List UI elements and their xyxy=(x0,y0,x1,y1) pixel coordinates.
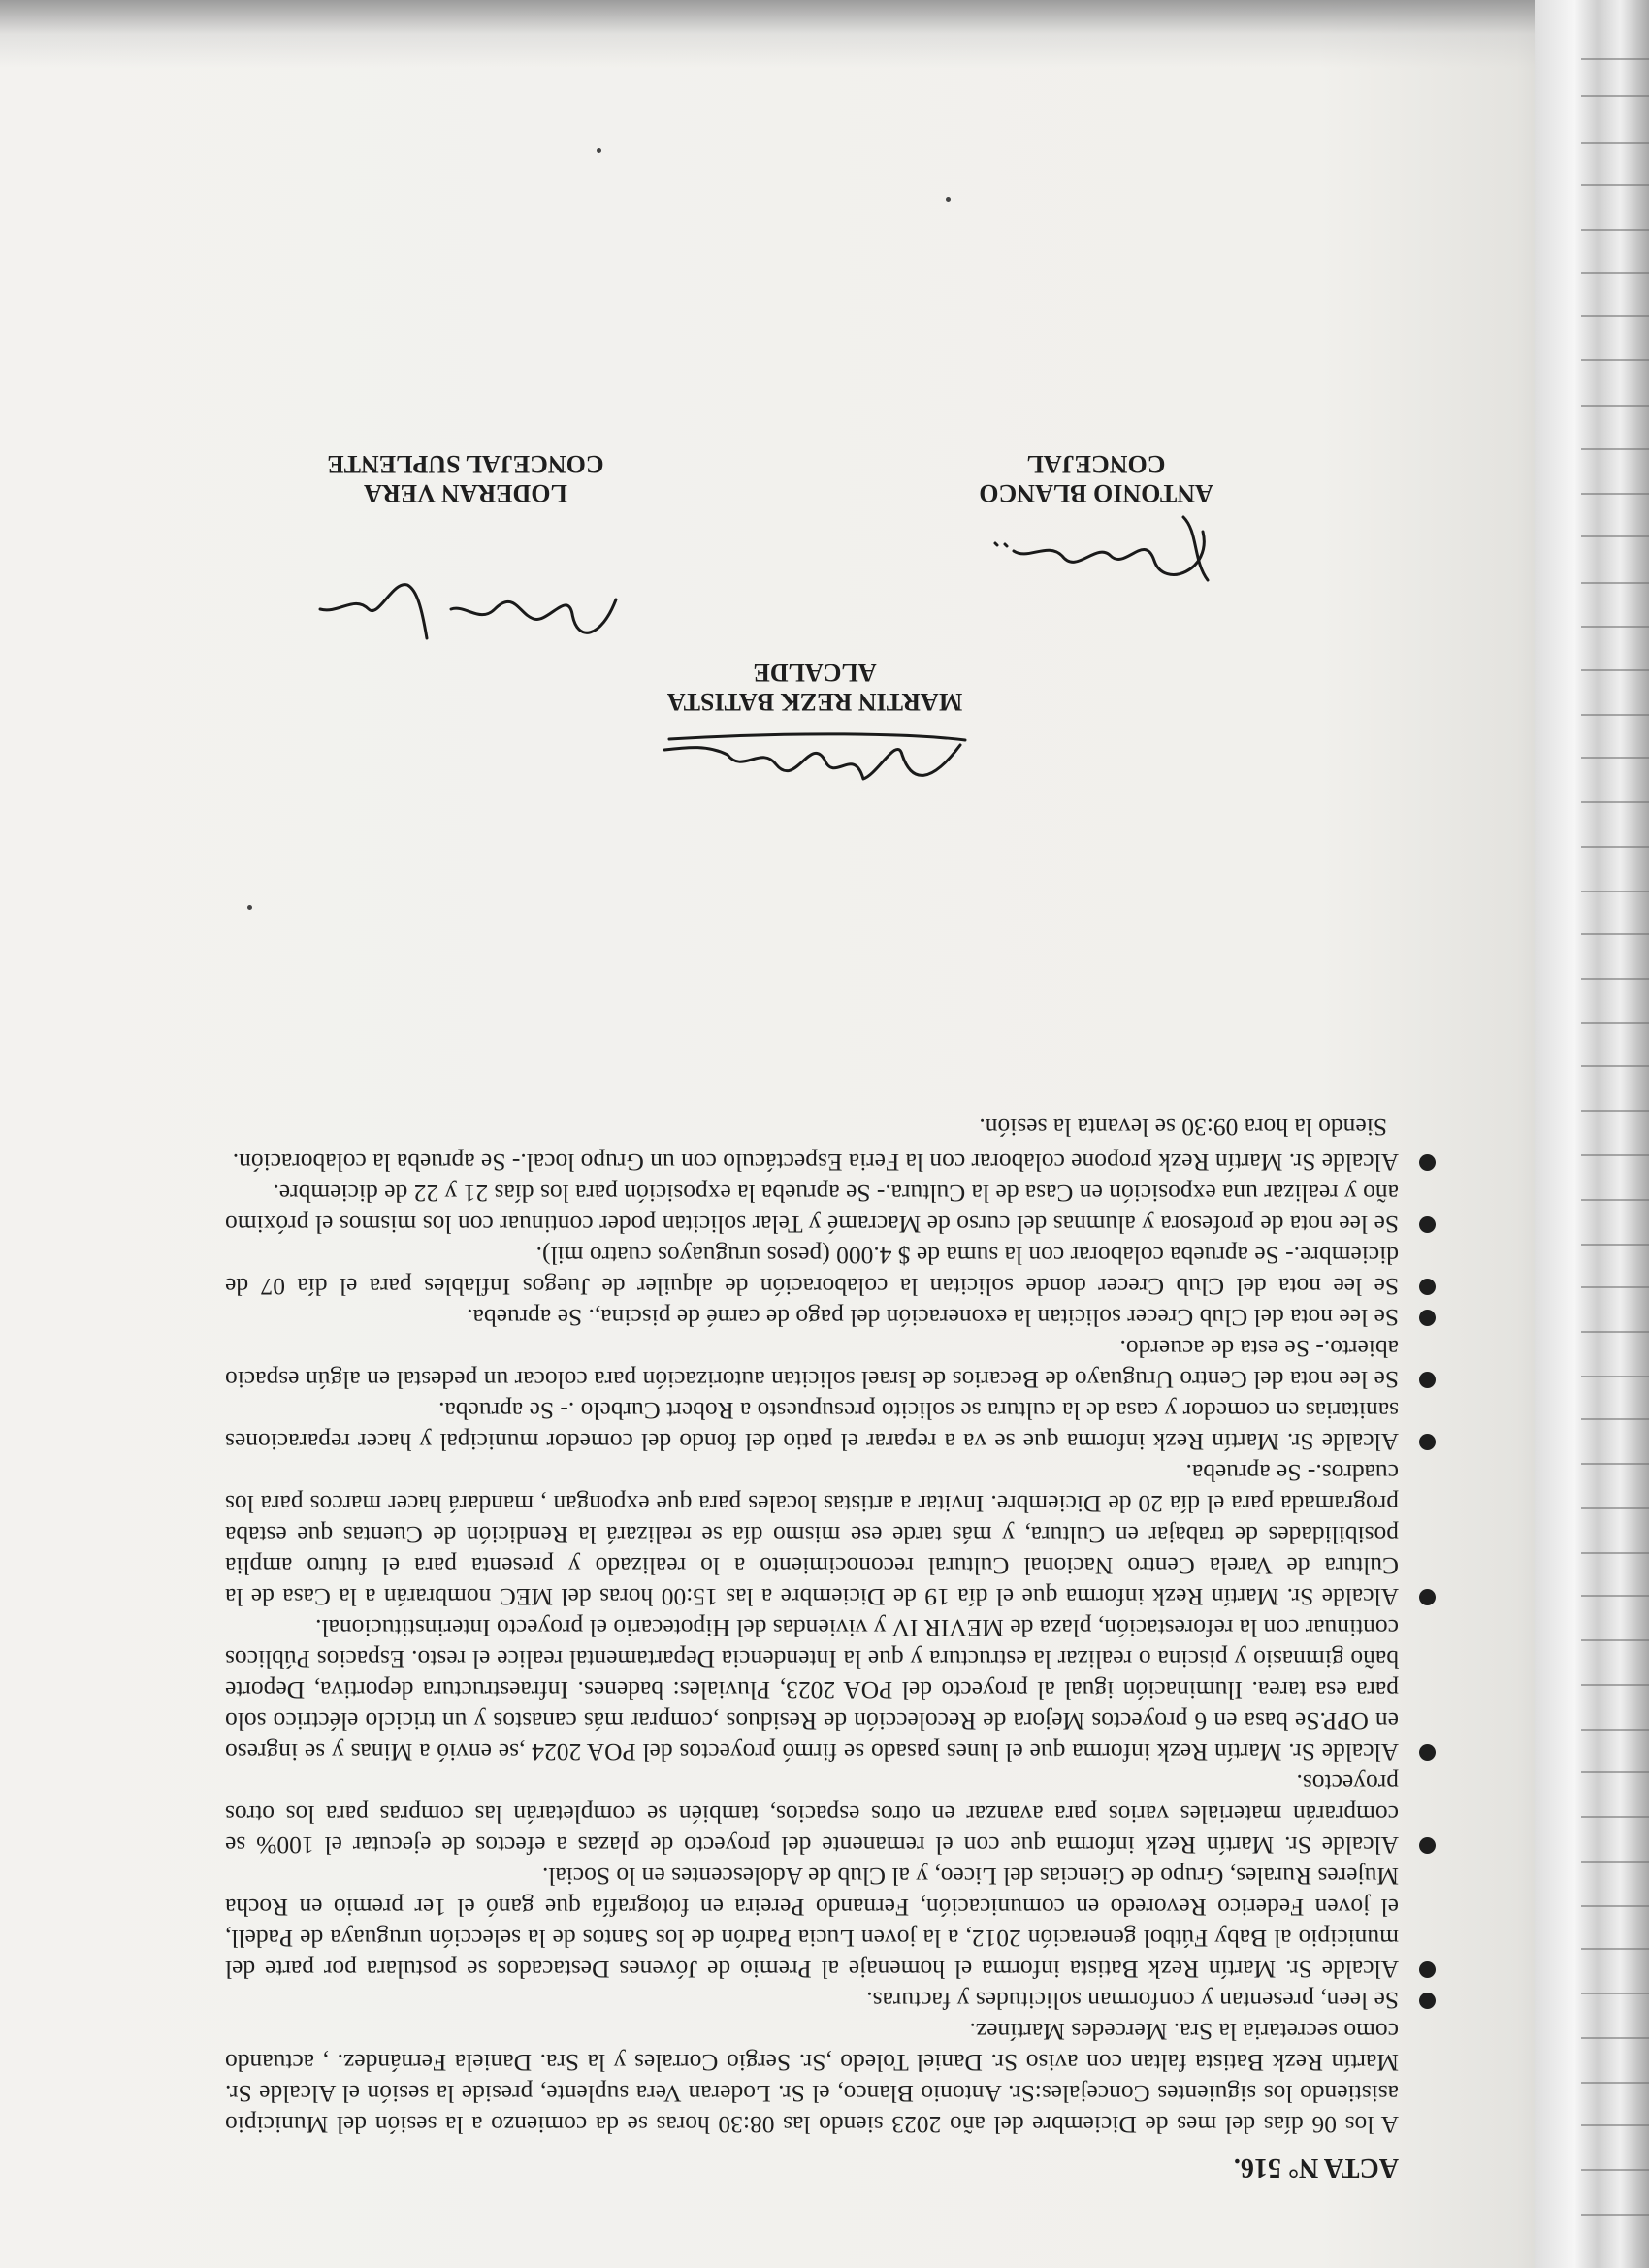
list-item: Alcalde Sr. Martín Rezk informa que el lunes pasado se firmó proyectos del POA 2024 ,se envió a Minas y se ingreso en OPP.Se basa en 6 proyectos Mejora de Recolección de Residuos ,comprar más canastos y un triciclo eléctrico solo para esa tarea. Iluminación igual al proyecto del POA 2023, Pluviales: badenes. Infraestructura deportiva, Deporte baño gimnasio y piscina o realizar la estructura y que la Intendencia Departamental realice el resto. Espacios Públicos continuar con la reforestación, plaza de MEVIR IV y viviendas del Hipotecario el proyecto Interinstitucional. xyxy=(225,1612,1399,1767)
list-item: Se lee nota del Centro Uruguayo de Becarios de Israel solicitan autorización para colocar un pedestal en algún espacio abierto.- Se esta de acuerdo. xyxy=(225,1333,1399,1395)
list-item: Se leen, presentan y conforman solicitudes y facturas. xyxy=(225,1985,1399,2016)
bullet-icon xyxy=(1419,1279,1436,1295)
acta-intro: A los 06 días del mes de Diciembre del año 2023 siendo las 08:30 horas se da comienzo a la sesión del Municipio asistiendo los siguientes Concejales:Sr. Antonio Blanco, el Sr. Loderan Vera suplente, preside la sesión el Alcalde Sr. Martín Rezk Batista faltan con aviso Sr. Daniel Toledo ,Sr. Sergio Corrales y la Sra. Daniela Fernández. , actuando como secretaria la Sra. Mercedes Martínez. xyxy=(225,2018,1399,2139)
bullet-icon xyxy=(1419,1744,1436,1761)
bullet-icon xyxy=(1419,1372,1436,1388)
concejal-name: ANTONIO BLANCO xyxy=(979,479,1213,507)
acta-body xyxy=(225,1112,1399,2183)
bullet-icon xyxy=(1419,1434,1436,1450)
suplente-signature-block xyxy=(291,449,640,507)
concejal-signature-block xyxy=(970,449,1222,507)
suplente-role: CONCEJAL SUPLENTE xyxy=(327,450,604,478)
bullet-icon xyxy=(1419,1154,1436,1171)
bullet-icon xyxy=(1419,1589,1436,1605)
alcalde-name: MARTIN REZK BATISTA xyxy=(666,688,963,716)
alcalde-signature xyxy=(660,726,970,803)
list-item: Alcalde Sr. Martín Rezk Batista informa el homenaje al Premio de Jóvenes Destacados se postulara por parte del municipio al Baby Fútbol generación 2012, a la joven Lucia Padrón de los Santos de la selección uruguaya de Padell, el joven Federico Revoredo en comunicación, Fernando Pereira en fotografía que ganó el 1er premio en Rocha Mujeres Rurales, Grupo de Ciencias del Liceo, y al Club de Adolescentes en lo Social. xyxy=(225,1861,1399,1985)
list-item: Se lee nota de profesora y alumnas del curso de Macramé y Telar solicitan poder continuar con los mismos el próximo año y realizar una exposición en Casa de la Cultura.- Se aprueba la exposición para los días 21 y 22 de diciembre. xyxy=(225,1178,1399,1240)
closing-line: Siendo la hora 09:30 se levanta la sesión. xyxy=(979,1114,1387,1142)
list-item: Alcalde Sr. Martín Rezk informa que con el remanente del proyecto de plazas a efectos de ejecutar el 100% se comprarán materiales varios para avanzar en otros espacios, también se completarán las compras para los otros proyectos. xyxy=(225,1767,1399,1861)
ink-speck xyxy=(597,148,601,153)
acta-items xyxy=(225,1147,1399,2016)
list-item: Alcalde Sr. Martín Rezk propone colaborar con la Feria Espectáculo con un Grupo local.- Se aprueba la colaboración. xyxy=(225,1147,1399,1178)
bullet-icon xyxy=(1419,1961,1436,1978)
list-item: Se lee nota del Club Crecer solicitan la exoneración del pago de carné de piscina,. Se aprueba. xyxy=(225,1302,1399,1333)
suplente-name: LODERAN VERA xyxy=(364,479,567,507)
concejal-role: CONCEJAL xyxy=(1026,450,1166,478)
list-item: Se lee nota del Club Crecer donde solicitan la colaboración de alquiler de Juegos Inflables para el día 07 de diciembre.- Se aprueba colaborar con la suma de $ 4.000 (pesos uruguayos cuatro mil). xyxy=(225,1240,1399,1302)
bullet-icon xyxy=(1419,1310,1436,1326)
ink-speck xyxy=(946,197,951,202)
bullet-icon xyxy=(1419,1216,1436,1233)
bullet-icon xyxy=(1419,1993,1436,2009)
concejal-signature xyxy=(989,512,1222,599)
alcalde-signature-block xyxy=(650,658,980,716)
bullet-icon xyxy=(1419,1837,1436,1854)
list-item: Alcalde Sr. Martín Rezk informa que se va a reparar el patio del fondo del comedor municipal y hacer reparaciones sanitarias en comedor y casa de la cultura se solicito presupuesto a Robert Curbelo .- Se aprueba. xyxy=(225,1395,1399,1457)
suplente-signature xyxy=(310,570,630,658)
ink-speck xyxy=(247,905,252,910)
alcalde-role: ALCALDE xyxy=(753,659,877,687)
acta-title: ACTA N° 516. xyxy=(1233,2153,1399,2183)
list-item: Alcalde Sr. Martín Rezk informa que el día 19 de Diciembre a las 15:00 horas del MEC nombrarán a la Casa de la Cultura de Varela Centro Nacional Cultural reconocimiento a lo realizado y presenta para el futuro amplia posibilidades de trabajar en Cultura, y más tarde ese mismo día se realizará la Rendición de Cuentas que estaba programada para el día 20 de Diciembre. Invitar a artistas locales para que expongan , mandará hacer marcos para los cuadros.- Se aprueba. xyxy=(225,1457,1399,1612)
